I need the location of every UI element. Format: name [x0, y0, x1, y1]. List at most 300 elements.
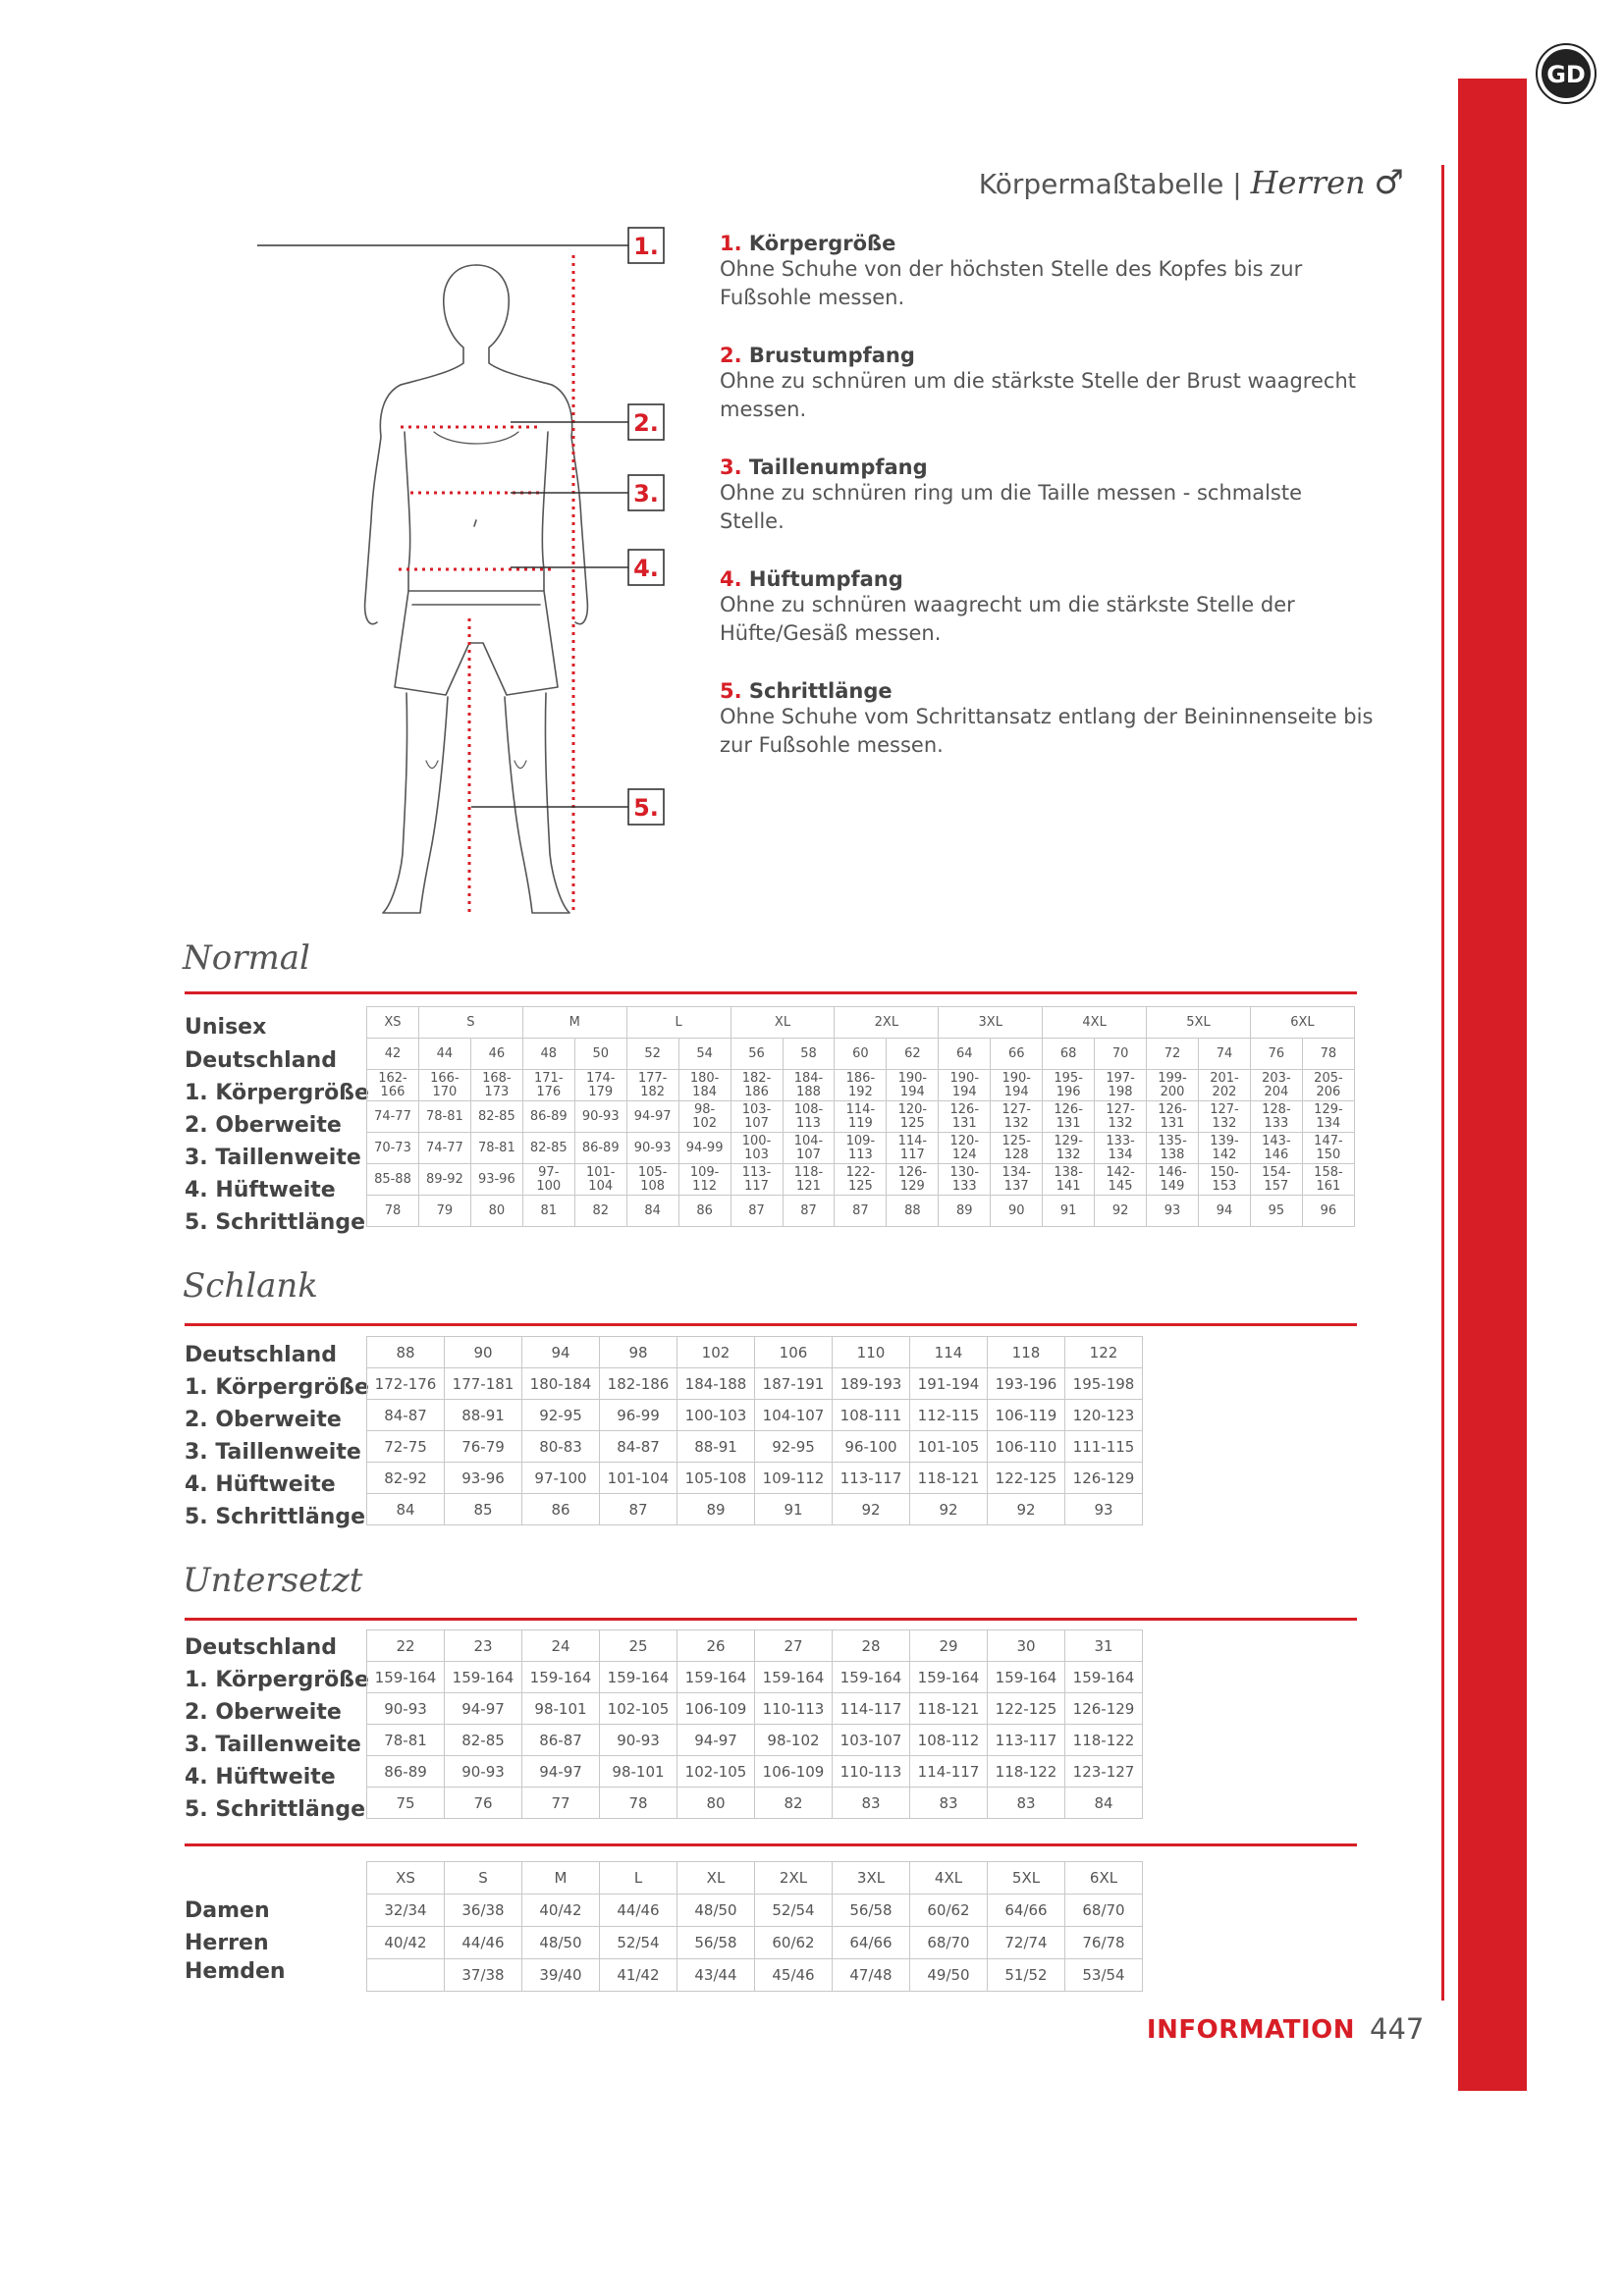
table-cell: 76-79: [445, 1431, 522, 1463]
table-row: [367, 1630, 1143, 1662]
size-header-cell: L: [600, 1862, 677, 1895]
table-cell: 86-89: [574, 1133, 626, 1164]
table-cell: 98: [600, 1337, 677, 1368]
table-cell: 122- 125: [835, 1164, 887, 1196]
marker-2: 2.: [633, 409, 659, 437]
table-cell: 83: [988, 1788, 1065, 1819]
table-cell: 28: [833, 1630, 910, 1662]
table-cell: 97-100: [522, 1463, 600, 1494]
table-cell: 120- 124: [939, 1133, 991, 1164]
table-cell: 126- 131: [939, 1101, 991, 1133]
table-row: [367, 1756, 1143, 1788]
table-cell: 84: [367, 1494, 445, 1525]
table-cell: 94-97: [522, 1756, 600, 1788]
table-cell: 114- 119: [835, 1101, 887, 1133]
table-cell: 180- 184: [678, 1070, 731, 1101]
table-row: [367, 1431, 1143, 1463]
table-cell: 74-77: [367, 1101, 419, 1133]
table-cell: 36/38: [445, 1895, 522, 1927]
row-label: 2. Oberweite: [185, 1700, 342, 1725]
row-label: 5. Schrittlänge: [185, 1210, 366, 1235]
table-cell: 64/66: [988, 1895, 1065, 1927]
table-cell: 100-103: [677, 1400, 755, 1431]
table-cell: 90: [991, 1196, 1043, 1227]
table-cell: 52/54: [755, 1895, 833, 1927]
measurement-text: Ohne zu schnüren um die stärkste Stelle der Brust waagrecht messen.: [720, 369, 1356, 421]
table-cell: 60/62: [910, 1895, 988, 1927]
table-row: [367, 1039, 1355, 1070]
table-cell: 113-117: [988, 1725, 1065, 1756]
table-cell: 88: [887, 1196, 939, 1227]
table-cell: 86-89: [367, 1756, 445, 1788]
table-cell: 105-108: [677, 1463, 755, 1494]
table-cell: 29: [910, 1630, 988, 1662]
table-cell: 98- 102: [678, 1101, 731, 1133]
table-row: [367, 1164, 1355, 1196]
table-cell: 159-164: [910, 1662, 988, 1693]
table-cell: 94-99: [678, 1133, 731, 1164]
table-cell: 78-81: [367, 1725, 445, 1756]
table-cell: 129- 134: [1302, 1101, 1354, 1133]
schlank-size-table: [366, 1336, 1143, 1525]
table-cell: 90-93: [367, 1693, 445, 1725]
table-cell: 52: [626, 1039, 678, 1070]
header-subtitle: Herren: [1250, 164, 1366, 201]
table-cell: 186- 192: [835, 1070, 887, 1101]
table-cell: 84: [626, 1196, 678, 1227]
table-cell: 114-117: [910, 1756, 988, 1788]
table-cell: 60: [835, 1039, 887, 1070]
size-header-cell: 5XL: [988, 1862, 1065, 1895]
table-cell: 190- 194: [939, 1070, 991, 1101]
table-cell: 166- 170: [418, 1070, 470, 1101]
table-cell: 56/58: [677, 1927, 755, 1959]
size-header-cell: L: [626, 1007, 731, 1039]
table-cell: 87: [783, 1196, 835, 1227]
table-cell: 90-93: [600, 1725, 677, 1756]
untersetzt-size-table: [366, 1629, 1143, 1819]
row-label: Deutschland: [185, 1635, 337, 1660]
table-cell: 182- 186: [731, 1070, 783, 1101]
table-cell: 98-101: [522, 1693, 600, 1725]
table-cell: 120-123: [1065, 1400, 1143, 1431]
table-cell: 80: [677, 1788, 755, 1819]
table-cell: 159-164: [755, 1662, 833, 1693]
table-row: [367, 1133, 1355, 1164]
table-cell: 82-85: [522, 1133, 574, 1164]
table-cell: 146- 149: [1147, 1164, 1199, 1196]
table-cell: 129- 132: [1043, 1133, 1095, 1164]
table-cell: 37/38: [445, 1959, 522, 1992]
table-cell: 154- 157: [1250, 1164, 1302, 1196]
table-cell: 92: [833, 1494, 910, 1525]
table-cell: 118-122: [1065, 1725, 1143, 1756]
measurement-number: 5.: [720, 679, 742, 703]
table-cell: 74-77: [418, 1133, 470, 1164]
measurement-number: 4.: [720, 567, 742, 591]
size-header-cell: 3XL: [939, 1007, 1043, 1039]
row-label: Herren: [185, 1931, 269, 1955]
row-label: 1. Körpergröße: [185, 1375, 369, 1400]
svg-text:GD: GD: [1546, 61, 1586, 88]
measurement-2: [720, 344, 1407, 424]
row-label: 3. Taillenweite: [185, 1733, 361, 1757]
normal-size-table: [366, 1006, 1355, 1227]
table-cell: 162- 166: [367, 1070, 419, 1101]
table-cell: 184- 188: [783, 1070, 835, 1101]
page-number: 447: [1370, 2012, 1425, 2046]
table-row: [367, 1368, 1143, 1400]
table-cell: 109-112: [755, 1463, 833, 1494]
table-cell: 108-111: [833, 1400, 910, 1431]
table-cell: 93: [1147, 1196, 1199, 1227]
table-row: [367, 1101, 1355, 1133]
table-cell: 90-93: [445, 1756, 522, 1788]
table-cell: 82-85: [470, 1101, 522, 1133]
table-cell: 127- 132: [1095, 1101, 1147, 1133]
table-cell: 80: [470, 1196, 522, 1227]
table-cell: 62: [887, 1039, 939, 1070]
table-cell: 87: [731, 1196, 783, 1227]
table-cell: 104- 107: [783, 1133, 835, 1164]
table-cell: 190- 194: [887, 1070, 939, 1101]
table-cell: 150- 153: [1199, 1164, 1251, 1196]
size-header-cell: 4XL: [910, 1862, 988, 1895]
table-cell: 109- 113: [835, 1133, 887, 1164]
table-cell: 82-92: [367, 1463, 445, 1494]
page-header: [884, 163, 1404, 202]
table-cell: 94-97: [445, 1693, 522, 1725]
table-cell: 103-107: [833, 1725, 910, 1756]
table-cell: 93-96: [445, 1463, 522, 1494]
table-cell: 199- 200: [1147, 1070, 1199, 1101]
table-cell: 88: [367, 1337, 445, 1368]
table-cell: 159-164: [600, 1662, 677, 1693]
table-cell: 106-110: [988, 1431, 1065, 1463]
footer-section: INFORMATION: [1146, 2015, 1355, 2045]
row-label: Hemden: [185, 1959, 286, 1984]
table-cell: 96-100: [833, 1431, 910, 1463]
table-cell: 90-93: [626, 1133, 678, 1164]
table-cell: 52/54: [600, 1927, 677, 1959]
table-cell: 93-96: [470, 1164, 522, 1196]
table-cell: 195- 196: [1043, 1070, 1095, 1101]
table-cell: 118-121: [910, 1463, 988, 1494]
table-cell: 126- 131: [1043, 1101, 1095, 1133]
table-cell: 114-117: [833, 1693, 910, 1725]
table-cell: 40/42: [367, 1927, 445, 1959]
table-row: [367, 1337, 1143, 1368]
table-cell: 118-122: [988, 1756, 1065, 1788]
table-cell: 68/70: [910, 1927, 988, 1959]
header-title: Körpermaßtabelle: [978, 168, 1224, 200]
table-cell: 78: [367, 1196, 419, 1227]
section-rule: [185, 1618, 1357, 1621]
table-cell: 39/40: [522, 1959, 600, 1992]
header-separator: |: [1232, 168, 1242, 200]
body-figure: [177, 226, 687, 933]
row-label: 2. Oberweite: [185, 1113, 342, 1138]
size-header-cell: 3XL: [833, 1862, 910, 1895]
table-cell: 84-87: [600, 1431, 677, 1463]
table-row: [367, 1927, 1143, 1959]
table-cell: 114: [910, 1337, 988, 1368]
row-label: Deutschland: [185, 1048, 337, 1073]
table-cell: 88-91: [445, 1400, 522, 1431]
table-cell: 97- 100: [522, 1164, 574, 1196]
table-cell: 94-97: [626, 1101, 678, 1133]
table-cell: 86-89: [522, 1101, 574, 1133]
table-cell: 96-99: [600, 1400, 677, 1431]
table-cell: 46: [470, 1039, 522, 1070]
table-cell: 133- 134: [1095, 1133, 1147, 1164]
table-cell: 195-198: [1065, 1368, 1143, 1400]
table-cell: 66: [991, 1039, 1043, 1070]
table-cell: 113- 117: [731, 1164, 783, 1196]
table-row: [367, 1662, 1143, 1693]
table-cell: 114- 117: [887, 1133, 939, 1164]
table-cell: 27: [755, 1630, 833, 1662]
table-cell: 127- 132: [1199, 1101, 1251, 1133]
table-cell: 190- 194: [991, 1070, 1043, 1101]
table-cell: 56/58: [833, 1895, 910, 1927]
table-row: [367, 1725, 1143, 1756]
table-cell: 109- 112: [678, 1164, 731, 1196]
table-cell: 48/50: [522, 1927, 600, 1959]
size-header-cell: 6XL: [1065, 1862, 1143, 1895]
table-cell: 44: [418, 1039, 470, 1070]
table-cell: 134- 137: [991, 1164, 1043, 1196]
conversion-size-table: [366, 1861, 1143, 1992]
section-rule: [185, 991, 1357, 994]
table-cell: 72: [1147, 1039, 1199, 1070]
table-cell: 201- 202: [1199, 1070, 1251, 1101]
table-cell: 25: [600, 1630, 677, 1662]
table-cell: 31: [1065, 1630, 1143, 1662]
table-cell: [367, 1959, 445, 1992]
table-cell: 102-105: [600, 1693, 677, 1725]
row-label: Unisex: [185, 1015, 267, 1040]
section-title-untersetzt: Untersetzt: [183, 1561, 363, 1600]
size-header-cell: XS: [367, 1862, 445, 1895]
table-cell: 94: [1199, 1196, 1251, 1227]
table-header-row: [367, 1007, 1355, 1039]
table-cell: 82: [574, 1196, 626, 1227]
row-label: Deutschland: [185, 1343, 337, 1367]
table-cell: 89: [677, 1494, 755, 1525]
table-cell: 172-176: [367, 1368, 445, 1400]
table-cell: 92-95: [522, 1400, 600, 1431]
table-cell: 96: [1302, 1196, 1354, 1227]
table-cell: 118: [988, 1337, 1065, 1368]
row-label: 1. Körpergröße: [185, 1668, 369, 1692]
size-header-cell: M: [522, 1007, 626, 1039]
measurement-1: [720, 232, 1407, 312]
table-cell: 168- 173: [470, 1070, 522, 1101]
table-cell: 78-81: [470, 1133, 522, 1164]
table-cell: 43/44: [677, 1959, 755, 1992]
table-cell: 106: [755, 1337, 833, 1368]
table-cell: 177- 182: [626, 1070, 678, 1101]
table-row: [367, 1693, 1143, 1725]
table-cell: 128- 133: [1250, 1101, 1302, 1133]
measurement-text: Ohne Schuhe von der höchsten Stelle des Kopfes bis zur Fußsohle messen.: [720, 257, 1303, 309]
table-cell: 32/34: [367, 1895, 445, 1927]
table-cell: 159-164: [988, 1662, 1065, 1693]
table-cell: 103- 107: [731, 1101, 783, 1133]
table-cell: 110: [833, 1337, 910, 1368]
table-row: [367, 1895, 1143, 1927]
table-cell: 180-184: [522, 1368, 600, 1400]
table-cell: 86: [522, 1494, 600, 1525]
table-cell: 23: [445, 1630, 522, 1662]
table-cell: 77: [522, 1788, 600, 1819]
table-cell: 127- 132: [991, 1101, 1043, 1133]
table-cell: 101- 104: [574, 1164, 626, 1196]
table-cell: 75: [367, 1788, 445, 1819]
table-cell: 72-75: [367, 1431, 445, 1463]
table-cell: 101-104: [600, 1463, 677, 1494]
row-label: 3. Taillenweite: [185, 1146, 361, 1170]
size-header-cell: 2XL: [755, 1862, 833, 1895]
size-header-cell: XL: [677, 1862, 755, 1895]
table-cell: 147- 150: [1302, 1133, 1354, 1164]
row-label: 5. Schrittlänge: [185, 1797, 366, 1822]
table-cell: 45/46: [755, 1959, 833, 1992]
table-cell: 110-113: [833, 1756, 910, 1788]
table-cell: 95: [1250, 1196, 1302, 1227]
size-header-cell: 4XL: [1043, 1007, 1147, 1039]
table-row: [367, 1494, 1143, 1525]
table-cell: 82: [755, 1788, 833, 1819]
table-cell: 106-109: [755, 1756, 833, 1788]
row-label: 5. Schrittlänge: [185, 1505, 366, 1529]
table-cell: 111-115: [1065, 1431, 1143, 1463]
table-cell: 182-186: [600, 1368, 677, 1400]
table-cell: 98-102: [755, 1725, 833, 1756]
table-cell: 126- 129: [887, 1164, 939, 1196]
table-cell: 123-127: [1065, 1756, 1143, 1788]
table-cell: 159-164: [833, 1662, 910, 1693]
table-cell: 90: [445, 1337, 522, 1368]
table-cell: 108-112: [910, 1725, 988, 1756]
table-cell: 118- 121: [783, 1164, 835, 1196]
table-cell: 68/70: [1065, 1895, 1143, 1927]
table-cell: 171- 176: [522, 1070, 574, 1101]
table-cell: 92: [1095, 1196, 1147, 1227]
table-header-row: [367, 1862, 1143, 1895]
table-cell: 87: [835, 1196, 887, 1227]
table-cell: 26: [677, 1630, 755, 1662]
table-cell: 122: [1065, 1337, 1143, 1368]
table-cell: 130- 133: [939, 1164, 991, 1196]
table-cell: 64: [939, 1039, 991, 1070]
table-cell: 68: [1043, 1039, 1095, 1070]
measurement-3: [720, 455, 1407, 536]
table-cell: 70: [1095, 1039, 1147, 1070]
row-label: Damen: [185, 1898, 270, 1923]
row-label: 2. Oberweite: [185, 1408, 342, 1432]
table-cell: 48: [522, 1039, 574, 1070]
table-cell: 89-92: [418, 1164, 470, 1196]
measurement-number: 1.: [720, 232, 742, 255]
table-cell: 84: [1065, 1788, 1143, 1819]
table-cell: 78: [1302, 1039, 1354, 1070]
measurement-4: [720, 567, 1407, 648]
measurement-text: Ohne zu schnüren ring um die Taille messen - schmalste Stelle.: [720, 481, 1303, 533]
table-cell: 42: [367, 1039, 419, 1070]
marker-4: 4.: [633, 555, 659, 582]
table-cell: 86-87: [522, 1725, 600, 1756]
table-cell: 138- 141: [1043, 1164, 1095, 1196]
table-cell: 74: [1199, 1039, 1251, 1070]
table-cell: 159-164: [522, 1662, 600, 1693]
table-cell: 64/66: [833, 1927, 910, 1959]
row-label: 1. Körpergröße: [185, 1081, 369, 1105]
measurement-title: Schrittlänge: [748, 679, 893, 703]
table-cell: 48/50: [677, 1895, 755, 1927]
row-label: 3. Taillenweite: [185, 1440, 361, 1465]
table-cell: 44/46: [445, 1927, 522, 1959]
table-row: [367, 1196, 1355, 1227]
section-rule: [185, 1323, 1357, 1326]
table-cell: 98-101: [600, 1756, 677, 1788]
size-header-cell: XS: [367, 1007, 419, 1039]
table-cell: 47/48: [833, 1959, 910, 1992]
table-cell: 126-129: [1065, 1463, 1143, 1494]
table-cell: 41/42: [600, 1959, 677, 1992]
row-label: 4. Hüftweite: [185, 1765, 336, 1789]
table-cell: 58: [783, 1039, 835, 1070]
table-cell: 90-93: [574, 1101, 626, 1133]
male-symbol-icon: ♂: [1374, 163, 1404, 202]
table-cell: 189-193: [833, 1368, 910, 1400]
table-cell: 122-125: [988, 1463, 1065, 1494]
table-cell: 87: [600, 1494, 677, 1525]
row-label: 4. Hüftweite: [185, 1472, 336, 1497]
measurement-title: Körpergröße: [748, 232, 896, 255]
table-cell: 106-109: [677, 1693, 755, 1725]
table-cell: 135- 138: [1147, 1133, 1199, 1164]
measurement-title: Hüftumpfang: [748, 567, 903, 591]
table-cell: 56: [731, 1039, 783, 1070]
table-cell: 159-164: [1065, 1662, 1143, 1693]
table-cell: 49/50: [910, 1959, 988, 1992]
table-cell: 60/62: [755, 1927, 833, 1959]
table-cell: 51/52: [988, 1959, 1065, 1992]
table-cell: 78: [600, 1788, 677, 1819]
section-title-normal: Normal: [183, 938, 310, 978]
brand-logo-icon: [1535, 42, 1597, 105]
marker-5: 5.: [633, 794, 659, 822]
table-cell: 79: [418, 1196, 470, 1227]
table-row: [367, 1400, 1143, 1431]
size-header-cell: XL: [731, 1007, 835, 1039]
table-cell: 91: [1043, 1196, 1095, 1227]
table-cell: 102-105: [677, 1756, 755, 1788]
table-cell: 84-87: [367, 1400, 445, 1431]
table-cell: 104-107: [755, 1400, 833, 1431]
table-cell: 158- 161: [1302, 1164, 1354, 1196]
table-cell: 72/74: [988, 1927, 1065, 1959]
size-header-cell: M: [522, 1862, 600, 1895]
table-cell: 100- 103: [731, 1133, 783, 1164]
table-row: [367, 1463, 1143, 1494]
size-header-cell: 2XL: [835, 1007, 939, 1039]
table-row: [367, 1959, 1143, 1992]
table-cell: 88-91: [677, 1431, 755, 1463]
table-cell: 50: [574, 1039, 626, 1070]
